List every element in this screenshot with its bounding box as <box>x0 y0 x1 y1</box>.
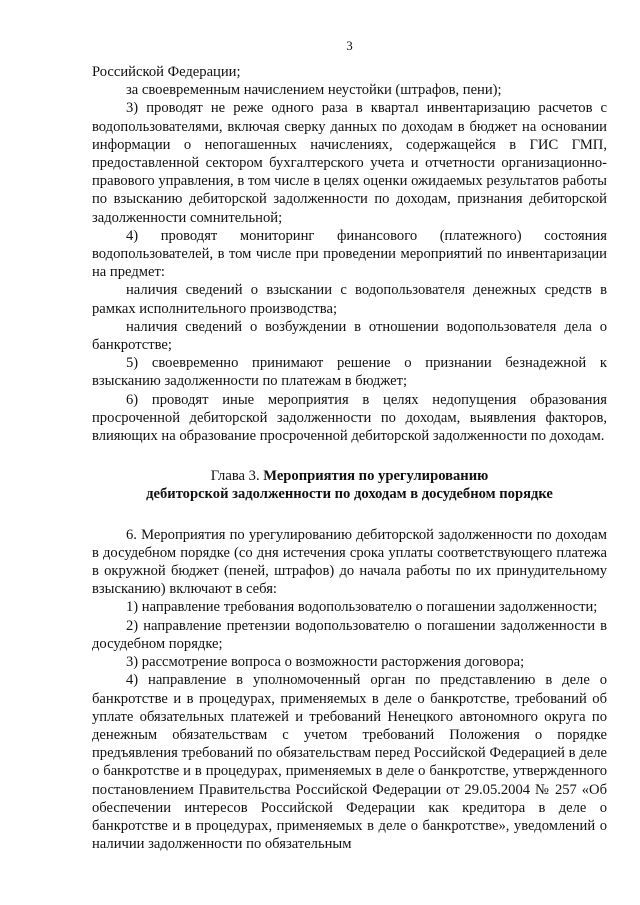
paragraph: 4) проводят мониторинг финансового (платежного) состояния водопользователей, в том числе при проведении мероприятий по инвентаризации на предмет: <box>92 227 607 281</box>
paragraph: 5) своевременно принимают решение о признании безнадежной к взысканию задолженности по платежам в бюджет; <box>92 355 607 390</box>
document-body <box>92 63 607 853</box>
chapter-title-line2: дебиторской задолженности по доходам в досудебном порядке <box>146 486 553 503</box>
paragraph: 4) направление в уполномоченный орган по представлению в деле о банкротстве и в процедурах, применяемых в деле о банкротстве, требований об уплате обязательных платежей и требований Ненецкого автономного округа по денежным обязательствам с учетом требований Положения о порядке предъявления требований по обязательствам перед Российской Федерацией в деле о банкротстве и в процедурах, применяемых в деле о банкротстве, утвержденного постановлением Правительства Российской Федерации от 29.05.2004 № 257 «Об обеспечении интересов Российской Федерации как кредитора в деле о банкротстве и в процедурах, применяемых в деле о банкротстве», уведомлений о наличии задолженности по обязательным <box>92 672 607 853</box>
paragraph: 3) проводят не реже одного раза в квартал инвентаризацию расчетов с водопользователями, включая сверку данных по доходам в бюджет на основании информации о непогашенных начислениях, содержащейся в ГИС ГМП, предоставленной сектором бухгалтерского учета и отчетности организационно-правового управления, в том числе в целях оценки ожидаемых результатов работы по взысканию дебиторской задолженности по доходам, признания дебиторской задолженности сомнительной; <box>92 100 607 226</box>
paragraph: 2) направление претензии водопользователю о погашении задолженности в досудебном порядке; <box>92 617 607 652</box>
paragraph: 6) проводят иные мероприятия в целях недопущения образования просроченной дебиторской задолженности по доходам, выявления факторов, влияющих на образование просроченной дебиторской задолженности по доходам. <box>92 391 607 445</box>
paragraph: за своевременным начислением неустойки (штрафов, пени); <box>126 82 502 99</box>
paragraph: 3) рассмотрение вопроса о возможности расторжения договора; <box>126 654 525 671</box>
paragraph: наличия сведений о взыскании с водопользователя денежных средств в рамках исполнительного производства; <box>92 282 607 317</box>
paragraph: Российской Федерации; <box>92 64 241 80</box>
paragraph: наличия сведений о возбуждении в отношении водопользователя дела о банкротстве; <box>92 318 607 354</box>
chapter-heading <box>92 467 607 503</box>
page-number: 3 <box>346 38 353 53</box>
chapter-number: Глава 3. <box>210 468 264 485</box>
paragraph: 6. Мероприятия по урегулированию дебиторской задолженности по доходам в досудебном порядке (со дня истечения срока уплаты соответствующего платежа в окружной бюджет (пеней, штрафов) до начала работы по их принудительному взысканию) включают в себя: <box>92 526 607 598</box>
chapter-title-line1: Мероприятия по урегулированию <box>263 468 489 485</box>
paragraph: 1) направление требования водопользователю о погашении задолженности; <box>126 599 598 616</box>
